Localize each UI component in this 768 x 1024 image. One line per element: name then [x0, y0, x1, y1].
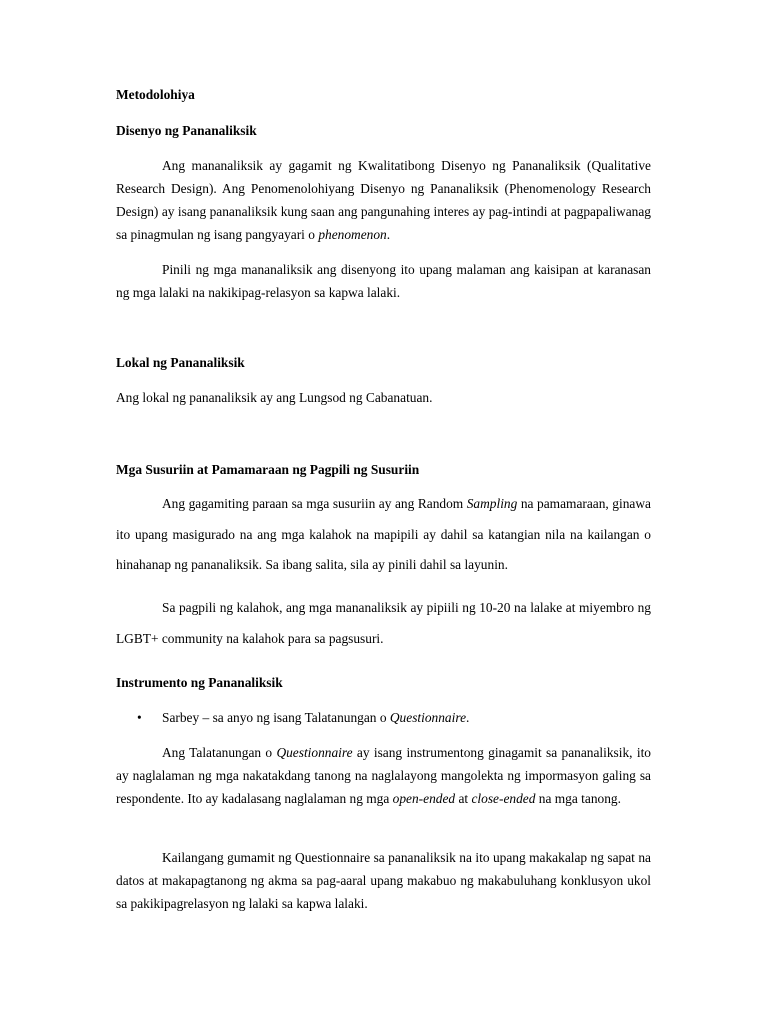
paragraph-text: at — [455, 791, 472, 806]
section-heading-locale: Lokal ng Pananaliksik — [116, 355, 245, 370]
paragraph-locale: Ang lokal ng pananaliksik ay ang Lungsod ng Cabanatuan. — [116, 390, 433, 405]
paragraph-questionnaire-definition — [116, 741, 651, 810]
italic-term: phenomenon — [318, 227, 387, 242]
italic-term: Questionnaire — [276, 745, 353, 760]
italic-term: close-ended — [471, 791, 536, 806]
bullet-icon: • — [137, 710, 142, 725]
section-heading-instrument: Instrumento ng Pananaliksik — [116, 675, 283, 690]
paragraph-design-choice: Pinili ng mga mananaliksik ang disenyong ito upang malaman ang kaisipan at karanasan ng mga lalaki na nakikipag-relasyon sa kapwa lalaki. — [116, 262, 651, 300]
section-heading-research-design: Disenyo ng Pananaliksik — [116, 123, 257, 138]
paragraph-questionnaire-rationale: Kailangang gumamit ng Questionnaire sa pananaliksik na ito upang makakalap ng sapat na datos at makapagtanong ng akma sa pag-aaral upang makabuo ng makabuluhang konklusyon ukol sa pakikipagrelasyon ng lalaki sa kapwa lalaki. — [116, 850, 651, 911]
paragraph-text: Ang mananaliksik ay gagamit ng Kwalitatibong Disenyo ng Pananaliksik (Qualitative Research Design). Ang Penomenolohiyang Disenyo ng Pananaliksik (Phenomenology Research Design) ay isang pananaliksik kung saan ang pangunahing interes ay pag-intindi at pagpapaliwanag sa pinagmulan ng isang pangyayari o — [116, 158, 651, 242]
paragraph-participant-selection: Sa pagpili ng kalahok, ang mga mananaliksik ay pipiili ng 10-20 na lalake at miyembro ng LGBT+ community na kalahok para sa pagsusuri. — [116, 600, 651, 646]
italic-term: Sampling — [466, 496, 518, 511]
paragraph-text: Ang Talatanungan o — [162, 745, 277, 760]
italic-term: Questionnaire — [389, 710, 467, 725]
paragraph-research-design — [116, 154, 651, 246]
bullet-item-survey — [162, 709, 469, 727]
paragraph-text: ay isang instrumentong ginagamit sa pananaliksik, ito ay naglalaman ng mga nakatakdang tanong na naglalayong mangolekta ng impormasyon galing sa respondente. Ito ay kadalasang naglalaman ng mga — [116, 745, 651, 806]
bullet-text: . — [466, 710, 470, 725]
paragraph-text: Ang gagamiting paraan sa mga susuriin ay ang Random — [162, 496, 467, 511]
bullet-text: Sarbey – sa anyo ng isang Talatanungan o — [162, 710, 390, 725]
paragraph-text: na pamamaraan, ginawa ito upang masigurado na ang mga kalahok na mapipili ay dahil sa katangian nila na kailangan o hinahanap ng pananaliksik. Sa ibang salita, sila ay pinili dahil sa layunin. — [116, 496, 651, 572]
paragraph-sampling — [116, 489, 651, 581]
paragraph-text: na mga tanong. — [535, 791, 621, 806]
paragraph-text: . — [386, 227, 391, 242]
section-heading-methodology: Metodolohiya — [116, 87, 195, 102]
italic-term: open-ended — [392, 791, 456, 806]
section-heading-respondents: Mga Susuriin at Pamamaraan ng Pagpili ng Susuriin — [116, 462, 420, 477]
